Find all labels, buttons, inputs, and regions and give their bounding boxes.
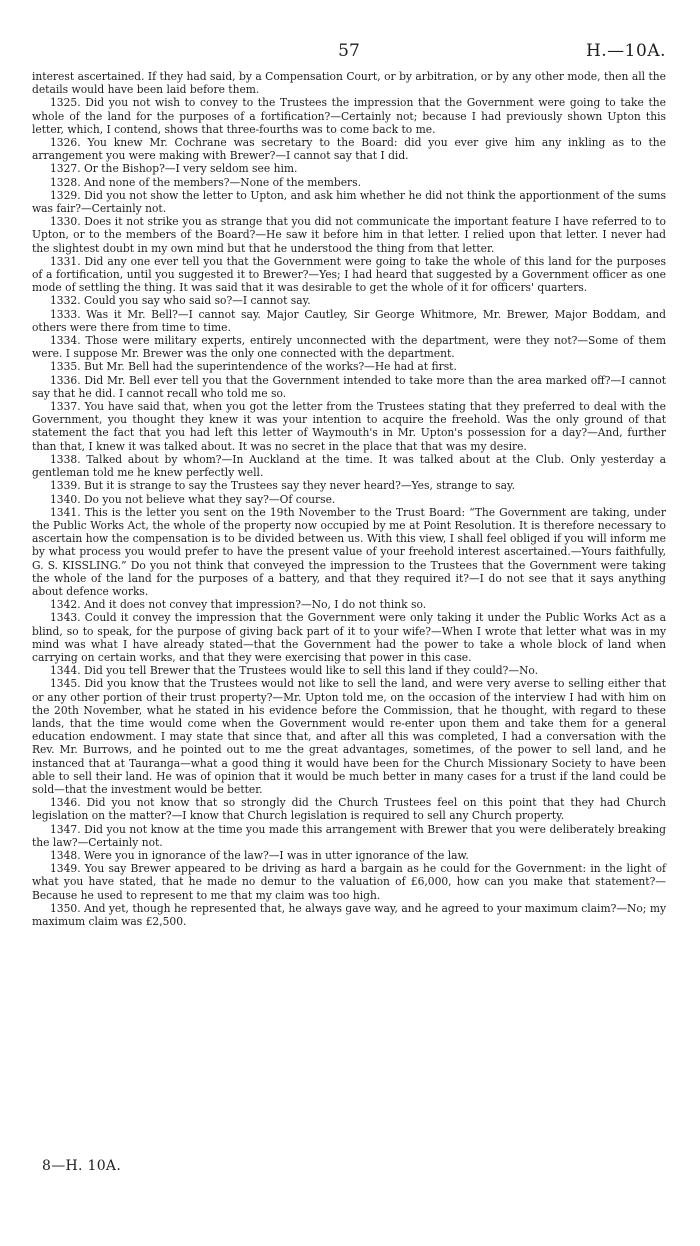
paragraph: 1347. Did you not know at the time you made this arrangement with Brewer that you were deliberately breaking the law?—Certainly not. bbox=[32, 822, 666, 849]
paragraph: 1348. Were you in ignorance of the law?—I was in utter ignorance of the law. bbox=[50, 848, 469, 862]
paragraph: interest ascertained. If they had said, by a Compensation Court, or by arbitration, or by any other mode, then all the details would have been laid before them. bbox=[32, 70, 666, 97]
paragraph: 1350. And yet, though he represented that, he always gave way, and he agreed to your maximum claim?—No; my maximum claim was £2,500. bbox=[32, 901, 666, 928]
paragraph: 1336. Did Mr. Bell ever tell you that the Government intended to take more than the area marked off?—I cannot say that he did. I cannot recall who told me so. bbox=[32, 373, 666, 400]
paragraph: 1337. You have said that, when you got the letter from the Trustees stating that they preferred to deal with the Government, you thought they knew it was your intention to acquire the freehold. Was the only ground of that statement the fact that you had left this letter of Waymouth's in Mr. Upton's possession for a day?—And, further than that, I knew it was talked about. It was no secret in the place that that was my desire. bbox=[32, 400, 666, 453]
paragraph: 1334. Those were military experts, entirely unconnected with the department, were they not?—Some of them were. I suppose Mr. Brewer was the only one connected with the department. bbox=[32, 334, 666, 361]
paragraph: 1344. Did you tell Brewer that the Trustees would like to sell this land if they could?—No. bbox=[50, 664, 539, 678]
paragraph: 1341. This is the letter you sent on the 19th November to the Trust Board: “The Government are taking, under the Public Works Act, the whole of the property now occupied by me at Point Resolution. It is therefore necessary to ascertain how the compensation is to be divided between us. With this view, I shall feel obliged if you will inform me by what process you would prefer to have the present value of your freehold interest ascertained.—Yours faithfully, G. S. KISSLING.” Do you not think that conveyed the impression to the Trustees that the Government were taking the whole of the land for the purposes of a battery, and that they required it?—I do not see that it says anything about defence works. bbox=[32, 505, 666, 598]
paragraph: 1343. Could it convey the impression that the Government were only taking it under the Public Works Act as a blind, so to speak, for the purpose of giving back part of it to your wife?—When I wrote that letter what was in my mind was what I have already stated—that the Government had the power to take a whole block of land when carrying on certain works, and that they were exercising that power in this case. bbox=[32, 611, 666, 664]
paragraph: 1335. But Mr. Bell had the superintendence of the works?—He had at first. bbox=[50, 360, 457, 374]
paragraph: 1331. Did any one ever tell you that the Government were going to take the whole of this land for the purposes of a fortification, until you suggested it to Brewer?—Yes; I had heard that suggested by a Government officer as one mode of settling the thing. It was said that it was desirable to get the whole of it for officers' quarters. bbox=[32, 254, 666, 295]
paragraph: 1326. You knew Mr. Cochrane was secretary to the Board: did you ever give him any inkling as to the arrangement you were making with Brewer?—I cannot say that I did. bbox=[32, 136, 666, 163]
page-header bbox=[32, 41, 666, 67]
paragraph: 1333. Was it Mr. Bell?—I cannot say. Major Cautley, Sir George Whitmore, Mr. Brewer, Major Boddam, and others were there from time to time. bbox=[32, 307, 666, 334]
paragraph: 1349. You say Brewer appeared to be driving as hard a bargain as he could for the Government: in the light of what you have stated, that he made no demur to the valuation of £6,000, how can you make that statement?—Because he used to represent to me that my claim was too high. bbox=[32, 862, 666, 902]
paragraph: 1340. Do you not believe what they say?—Of course. bbox=[50, 492, 336, 506]
paragraph: 1327. Or the Bishop?—I very seldom see him. bbox=[50, 162, 298, 176]
signature-mark: 8—H. 10A. bbox=[42, 1158, 122, 1174]
page-number: 57 bbox=[338, 41, 360, 61]
testimony-body bbox=[32, 70, 666, 928]
paragraph: 1342. And it does not convey that impression?—No, I do not think so. bbox=[50, 598, 427, 612]
paragraph: 1339. But it is strange to say the Trustees say they never heard?—Yes, strange to say. bbox=[50, 479, 515, 493]
paragraph: 1332. Could you say who said so?—I cannot say. bbox=[50, 294, 311, 308]
paragraph: 1338. Talked about by whom?—In Auckland at the time. It was talked about at the Club. Only yesterday a gentleman told me he knew perfectly well. bbox=[32, 452, 666, 480]
paragraph: 1329. Did you not show the letter to Upton, and ask him whether he did not think the apportionment of the sums was fair?—Certainly not. bbox=[32, 188, 666, 216]
paragraph: 1345. Did you know that the Trustees would not like to sell the land, and were very averse to selling either that or any other portion of their trust property?—Mr. Upton told me, on the occasion of the interview I had with him on the 20th November, what he stated in his evidence before the Commission, that he thought, with regard to these lands, that the time would come when the Government would re-enter upon them and take them for a general education endowment. I may state that since that, and after all this was completed, I had a conversation with the Rev. Mr. Burrows, and he pointed out to me the great advantages, sometimes, of the power to sell land, and he instanced that at Tauranga—what a good thing it would have been for the Church Missionary Society to have been able to sell their land. He was of opinion that it would be much better in many cases for a trust if the land could be sold—that the investment would be better. bbox=[32, 677, 666, 796]
paragraph: 1346. Did you not know that so strongly did the Church Trustees feel on this point that they had Church legislation on the matter?—I know that Church legislation is required to sell any Church property. bbox=[32, 796, 666, 823]
document-code: H.—10A. bbox=[585, 41, 666, 61]
paragraph: 1328. And none of the members?—None of the members. bbox=[50, 175, 362, 189]
paragraph: 1325. Did you not wish to convey to the Trustees the impression that the Government were going to take the whole of the land for the purposes of a fortification?—Certainly not; because I had previously shown Upton this letter, which, I contend, shows that three-fourths was to come back to me. bbox=[32, 96, 666, 136]
paragraph: 1330. Does it not strike you as strange that you did not communicate the important feature I have referred to to Upton, or to the members of the Board?—He saw it before him in that letter. I relied upon that letter. I never had the slightest doubt in my own mind but that he understood the thing from that letter. bbox=[32, 215, 666, 255]
